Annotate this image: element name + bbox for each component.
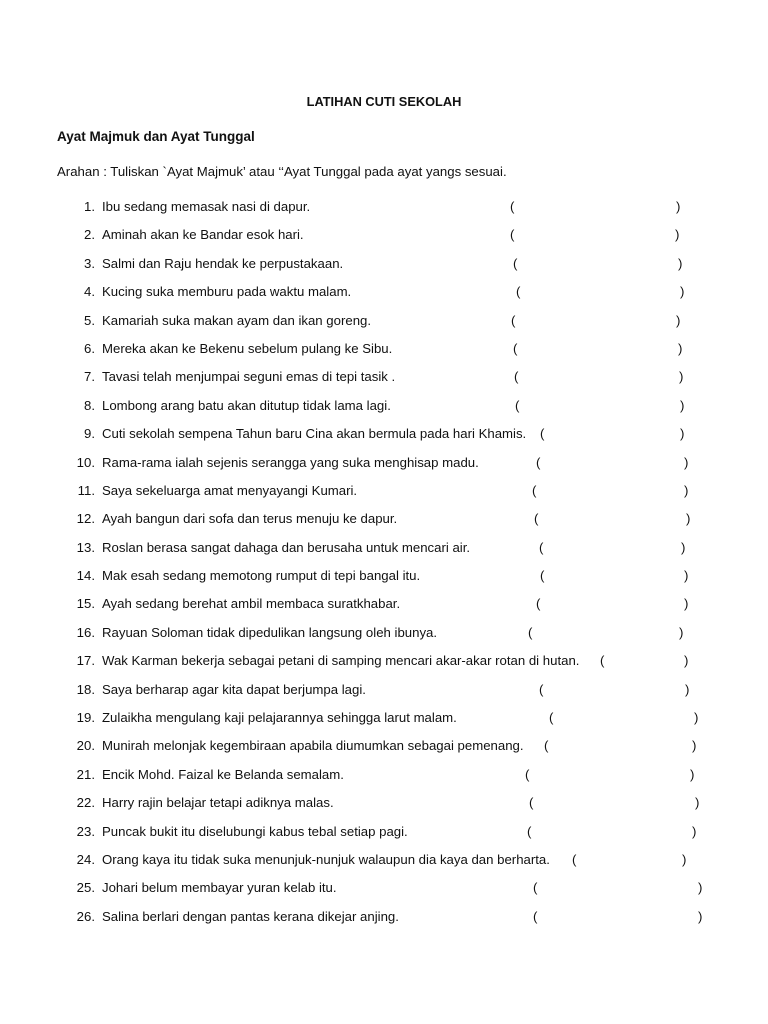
question-text: Kucing suka memburu pada waktu malam. [102, 284, 352, 300]
answer-bracket-open: ( [511, 312, 516, 328]
question-text: Zulaikha mengulang kaji pelajarannya sehingga larut malam. [102, 710, 457, 726]
answer-bracket-close: ) [679, 624, 684, 640]
question-item [0, 652, 768, 680]
answer-bracket-open: ( [539, 539, 544, 555]
question-text: Kamariah suka makan ayam dan ikan goreng. [102, 312, 372, 328]
answer-bracket-open: ( [513, 340, 518, 356]
question-item [0, 454, 768, 482]
answer-bracket-close: ) [680, 426, 685, 442]
question-number: 6. [84, 340, 95, 356]
answer-bracket-close: ) [684, 653, 689, 669]
question-number: 7. [84, 369, 95, 385]
answer-bracket-open: ( [516, 284, 521, 300]
answer-bracket-open: ( [515, 397, 520, 413]
section-heading: Ayat Majmuk dan Ayat Tunggal [57, 129, 255, 144]
question-number: 23. [76, 823, 95, 839]
question-text: Salina berlari dengan pantas kerana dikejar anjing. [102, 908, 399, 924]
question-item [0, 681, 768, 709]
question-text: Aminah akan ke Bandar esok hari. [102, 227, 304, 243]
answer-bracket-close: ) [692, 738, 697, 754]
question-text: Harry rajin belajar tetapi adiknya malas. [102, 795, 334, 811]
question-number: 20. [76, 738, 95, 754]
answer-bracket-close: ) [678, 340, 683, 356]
question-item [0, 709, 768, 737]
answer-bracket-open: ( [540, 568, 545, 584]
question-item [0, 312, 768, 340]
question-number: 2. [84, 227, 95, 243]
question-item [0, 823, 768, 851]
answer-bracket-close: ) [676, 312, 681, 328]
question-item [0, 482, 768, 510]
question-text: Mereka akan ke Bekenu sebelum pulang ke Sibu. [102, 340, 393, 356]
answer-bracket-close: ) [694, 710, 699, 726]
answer-bracket-open: ( [532, 482, 537, 498]
answer-bracket-close: ) [681, 539, 686, 555]
question-text: Tavasi telah menjumpai seguni emas di tepi tasik . [102, 369, 396, 385]
answer-bracket-open: ( [510, 199, 515, 214]
answer-bracket-open: ( [600, 653, 605, 669]
answer-bracket-close: ) [678, 255, 683, 271]
answer-bracket-open: ( [529, 795, 534, 811]
answer-bracket-open: ( [534, 511, 539, 527]
answer-bracket-open: ( [536, 454, 541, 470]
question-text: Munirah melonjak kegembiraan apabila diumumkan sebagai pemenang. [102, 738, 524, 754]
question-item [0, 794, 768, 822]
question-text: Saya sekeluarga amat menyayangi Kumari. [102, 482, 358, 498]
question-number: 26. [76, 908, 95, 924]
question-text: Ayah bangun dari sofa dan terus menuju ke dapur. [102, 511, 398, 527]
answer-bracket-close: ) [698, 880, 703, 896]
question-text: Orang kaya itu tidak suka menunjuk-nunjuk walaupun dia kaya dan berharta. [102, 851, 550, 867]
answer-bracket-open: ( [527, 823, 532, 839]
instruction-text: Arahan : Tuliskan `Ayat Majmuk’ atau ‘‘Ayat Tunggal pada ayat yangs sesuai. [57, 164, 507, 179]
question-text: Roslan berasa sangat dahaga dan berusaha untuk mencari air. [102, 539, 471, 555]
question-text: Salmi dan Raju hendak ke perpustakaan. [102, 255, 344, 271]
question-number: 14. [76, 568, 95, 584]
question-list [0, 198, 768, 936]
question-text: Ibu sedang memasak nasi di dapur. [102, 199, 311, 214]
question-text: Rama-rama ialah sejenis serangga yang suka menghisap madu. [102, 454, 479, 470]
question-item [0, 255, 768, 283]
answer-bracket-open: ( [536, 596, 541, 612]
question-item [0, 624, 768, 652]
question-text: Rayuan Soloman tidak dipedulikan langsung oleh ibunya. [102, 624, 438, 640]
answer-bracket-close: ) [685, 681, 690, 697]
answer-bracket-open: ( [514, 369, 519, 385]
answer-bracket-open: ( [572, 851, 577, 867]
question-number: 3. [84, 255, 95, 271]
question-number: 17. [76, 653, 95, 669]
answer-bracket-open: ( [539, 681, 544, 697]
answer-bracket-open: ( [533, 908, 538, 924]
question-text: Johari belum membayar yuran kelab itu. [102, 880, 337, 896]
question-number: 19. [76, 710, 95, 726]
answer-bracket-close: ) [676, 199, 681, 214]
question-item [0, 879, 768, 907]
answer-bracket-open: ( [528, 624, 533, 640]
answer-bracket-close: ) [684, 596, 689, 612]
answer-bracket-open: ( [549, 710, 554, 726]
question-number: 15. [76, 596, 95, 612]
question-number: 18. [76, 681, 95, 697]
question-item [0, 340, 768, 368]
question-number: 5. [84, 312, 95, 328]
answer-bracket-close: ) [695, 795, 700, 811]
answer-bracket-close: ) [684, 568, 689, 584]
answer-bracket-close: ) [682, 851, 687, 867]
question-item [0, 397, 768, 425]
answer-bracket-close: ) [692, 823, 697, 839]
answer-bracket-close: ) [680, 397, 685, 413]
question-item [0, 510, 768, 538]
question-item [0, 425, 768, 453]
answer-bracket-open: ( [510, 227, 515, 243]
question-text: Lombong arang batu akan ditutup tidak lama lagi. [102, 397, 391, 413]
answer-bracket-close: ) [680, 284, 685, 300]
question-number: 4. [84, 284, 95, 300]
question-text: Mak esah sedang memotong rumput di tepi bangal itu. [102, 568, 421, 584]
answer-bracket-close: ) [698, 908, 703, 924]
question-text: Ayah sedang berehat ambil membaca suratkhabar. [102, 596, 401, 612]
question-item [0, 198, 768, 226]
question-number: 13. [76, 539, 95, 555]
question-number: 25. [76, 880, 95, 896]
question-text: Encik Mohd. Faizal ke Belanda semalam. [102, 766, 344, 782]
question-number: 10. [76, 454, 95, 470]
question-number: 16. [76, 624, 95, 640]
answer-bracket-close: ) [686, 511, 691, 527]
question-item [0, 737, 768, 765]
question-item [0, 539, 768, 567]
answer-bracket-open: ( [544, 738, 549, 754]
question-item [0, 567, 768, 595]
question-item [0, 283, 768, 311]
question-item [0, 226, 768, 254]
question-item [0, 766, 768, 794]
answer-bracket-open: ( [540, 426, 545, 442]
question-number: 8. [84, 397, 95, 413]
question-text: Cuti sekolah sempena Tahun baru Cina akan bermula pada hari Khamis. [102, 426, 527, 442]
answer-bracket-open: ( [533, 880, 538, 896]
question-item [0, 851, 768, 879]
answer-bracket-close: ) [684, 454, 689, 470]
question-number: 12. [76, 511, 95, 527]
question-text: Saya berharap agar kita dapat berjumpa lagi. [102, 681, 366, 697]
question-number: 21. [76, 766, 95, 782]
question-item [0, 595, 768, 623]
answer-bracket-open: ( [513, 255, 518, 271]
question-text: Puncak bukit itu diselubungi kabus tebal setiap pagi. [102, 823, 408, 839]
question-number: 1. [84, 199, 95, 214]
question-item [0, 368, 768, 396]
question-item [0, 908, 768, 936]
page-title: LATIHAN CUTI SEKOLAH [306, 94, 462, 109]
question-number: 9. [84, 426, 95, 442]
answer-bracket-close: ) [684, 482, 689, 498]
answer-bracket-close: ) [675, 227, 680, 243]
answer-bracket-close: ) [679, 369, 684, 385]
answer-bracket-open: ( [525, 766, 530, 782]
question-number: 24. [76, 851, 95, 867]
question-number: 22. [76, 795, 95, 811]
answer-bracket-close: ) [690, 766, 695, 782]
question-text: Wak Karman bekerja sebagai petani di samping mencari akar-akar rotan di hutan. [102, 653, 580, 669]
question-number: 11. [77, 482, 95, 498]
